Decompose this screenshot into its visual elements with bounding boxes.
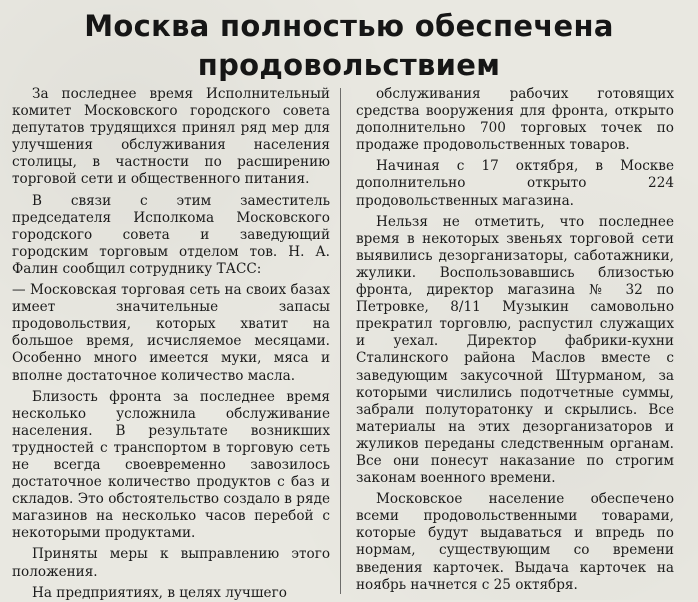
right-paragraph-4: Московское население обеспечено всеми продовольственными товарами, которые будут выдаваться и впредь по нормам, существующим со времени введения карточек. Выдача карточек на ноябрь начнется с 25 октября. [356, 491, 674, 593]
left-paragraph-5: Приняты меры к выправлению этого положения. [12, 546, 330, 580]
left-paragraph-3: — Московская торговая сеть на своих базах имеет значительные запасы продовольствия, которых хватит на большое время, исчисляемое месяцами. Особенно много имеется муки, мяса и вполне достаточное количество масла. [12, 282, 330, 384]
headline-line-1: Москва полностью обеспечена [84, 9, 614, 43]
left-paragraph-1: За последнее время Исполнительный комитет Московского городского совета депутатов трудящихся принял ряд мер для улучшения обслуживания населения столицы, в частности по расширению торговой сети и общественного питания. [12, 86, 330, 188]
column-divider [340, 88, 341, 594]
right-paragraph-1: обслуживания рабочих готовящих средства вооружения для фронта, открыто дополнительно 700 торговых точек по продаже продовольственных товаров. [356, 86, 674, 154]
left-paragraph-4: Близость фронта за последнее время несколько усложнила обслуживание населения. В результате возникших трудностей с транспортом в торговую сеть не всегда своевременно завозилось достаточное количество продуктов с баз и складов. Это обстоятельство создало в ряде магазинов на несколько часов перебой с некоторыми продуктами. [12, 388, 330, 542]
right-paragraph-3: Нельзя не отметить, что последнее время в некоторых звеньях торговой сети выявились дезорганизаторы, саботажники, жулики. Воспользовавшись близостью фронта, директор магазина № 32 по Петровке, 8/11 Музыкин самовольно прекратил торговлю, распустил служащих и уехал. Директор фабрики-кухни Сталинского района Маслов вместе с заведующим закусочной Штурманом, за которыми числились подотчетные суммы, забрали полуторатонку и скрылись. Все материалы на этих дезорганизаторов и жуликов переданы следственным органам. Все они понесут наказание по строгим законам военного времени. [356, 213, 674, 487]
headline-line-2: продовольствием [197, 48, 501, 82]
left-paragraph-6: На предприятиях, в целях лучшего [32, 584, 287, 601]
right-paragraph-2: Начиная с 17 октября, в Москве дополнительно открыто 224 продовольственных магазина. [356, 158, 674, 209]
left-paragraph-2: В связи с этим заместитель председателя Исполкома Московского городского совета и заведующий городским торговым отделом тов. Н. А. Фалин сообщил сотруднику ТАСС: [12, 192, 330, 277]
left-column [12, 86, 330, 602]
right-column [356, 86, 674, 594]
